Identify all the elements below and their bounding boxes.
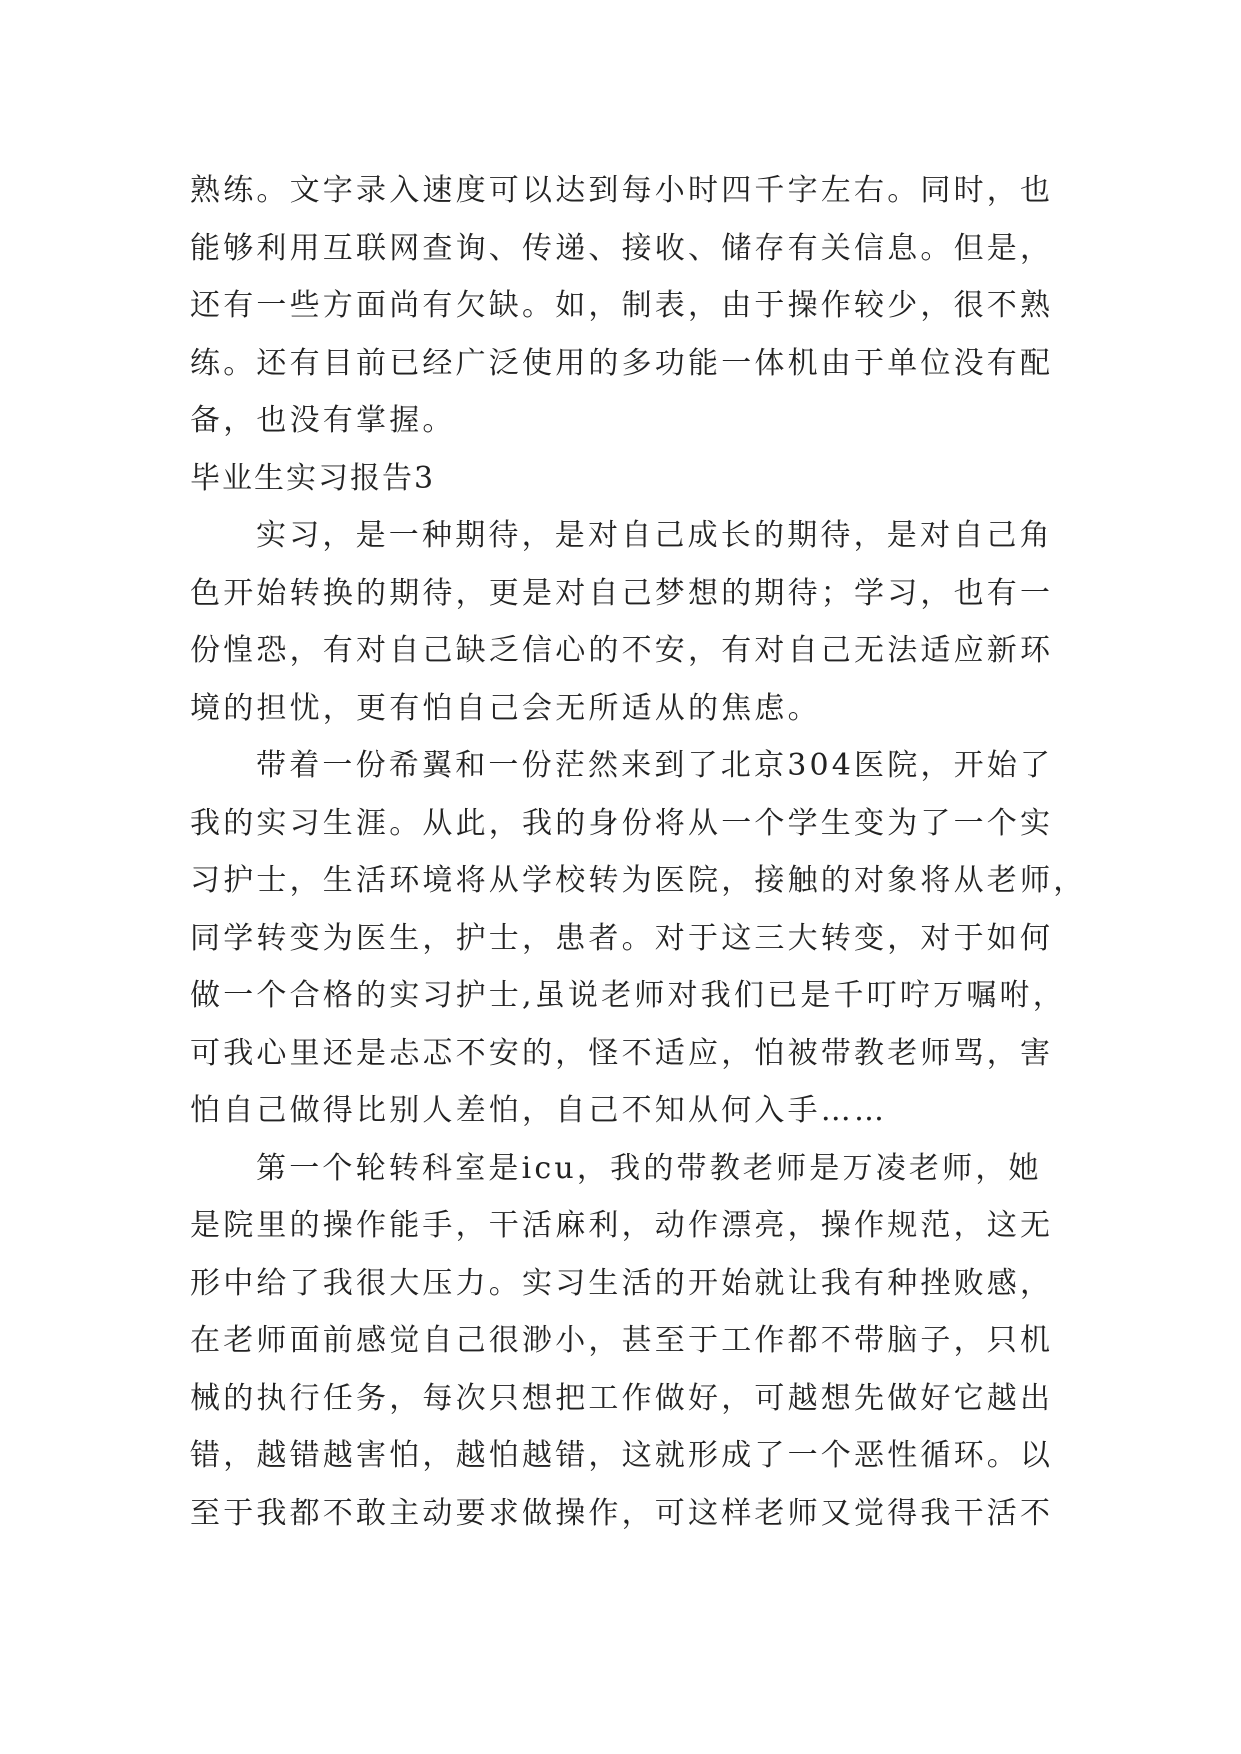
body-line: 形中给了我很大压力。实习生活的开始就让我有种挫败感， bbox=[190, 1265, 1054, 1301]
body-line: 练。还有目前已经广泛使用的多功能一体机由于单位没有配 bbox=[190, 345, 1054, 381]
body-line: 份惶恐，有对自己缺乏信心的不安，有对自己无法适应新环 bbox=[190, 633, 1054, 668]
body-line: 备，也没有掌握。 bbox=[190, 403, 456, 438]
paragraph-first-line: 实习，是一种期待，是对自己成长的期待，是对自己角 bbox=[256, 518, 1053, 553]
body-line: 熟练。文字录入速度可以达到每小时四千字左右。同时，也 bbox=[190, 173, 1054, 208]
body-line: 能够利用互联网查询、传递、接收、储存有关信息。但是， bbox=[190, 230, 1054, 266]
body-line: 同学转变为医生，护士，患者。对于这三大转变，对于如何 bbox=[190, 920, 1054, 956]
body-line: 怕自己做得比别人差怕，自己不知从何入手…… bbox=[190, 1093, 888, 1128]
body-line: 习护士，生活环境将从学校转为医院，接触的对象将从老师， bbox=[190, 863, 1087, 898]
paragraph-first-line: 带着一份希翼和一份茫然来到了北京304医院，开始了 bbox=[256, 748, 1054, 783]
body-line: 做一个合格的实习护士,虽说老师对我们已是千叮咛万嘱咐， bbox=[190, 978, 1066, 1013]
section-heading: 毕业生实习报告3 bbox=[190, 460, 436, 496]
document-body bbox=[190, 162, 1087, 1542]
body-line: 是院里的操作能手，干活麻利，动作漂亮，操作规范，这无 bbox=[190, 1208, 1054, 1243]
body-line: 境的担忧，更有怕自己会无所适从的焦虑。 bbox=[190, 690, 821, 726]
body-line: 色开始转换的期待，更是对自己梦想的期待；学习，也有一 bbox=[190, 575, 1054, 611]
body-line: 在老师面前感觉自己很渺小，甚至于工作都不带脑子，只机 bbox=[190, 1323, 1054, 1358]
body-line: 至于我都不敢主动要求做操作，可这样老师又觉得我干活不 bbox=[190, 1495, 1054, 1531]
body-line: 可我心里还是忐忑不安的，怪不适应，怕被带教老师骂，害 bbox=[190, 1035, 1054, 1071]
body-line: 械的执行任务，每次只想把工作做好，可越想先做好它越出 bbox=[190, 1380, 1054, 1416]
body-line: 我的实习生涯。从此，我的身份将从一个学生变为了一个实 bbox=[190, 805, 1054, 841]
body-line: 错，越错越害怕，越怕越错，这就形成了一个恶性循环。以 bbox=[190, 1438, 1054, 1473]
paragraph-first-line: 第一个轮转科室是icu，我的带教老师是万凌老师，她 bbox=[256, 1150, 1042, 1186]
body-line: 还有一些方面尚有欠缺。如，制表，由于操作较少，很不熟 bbox=[190, 288, 1054, 323]
